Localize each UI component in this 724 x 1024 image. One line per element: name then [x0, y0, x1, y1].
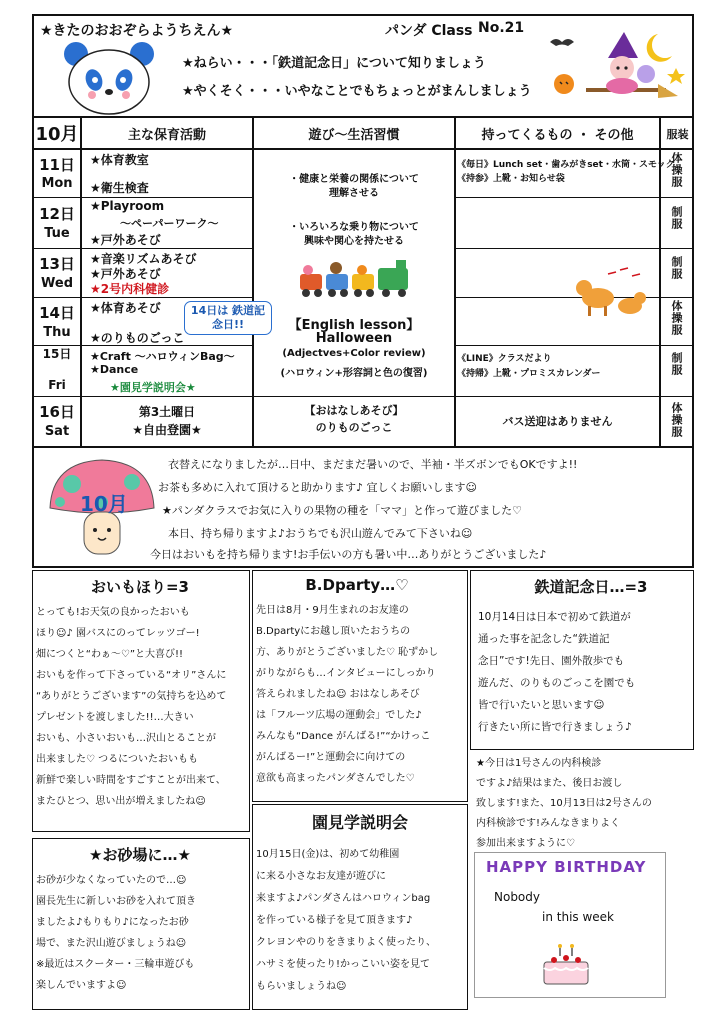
- text-line: おいも、小さいおいも…沢山とることが: [36, 733, 216, 744]
- english-lesson-title: 【English lesson】: [288, 318, 420, 333]
- activity-line: ★Playroom: [90, 199, 165, 213]
- sandbox-title: ★お砂場に…★: [89, 846, 191, 864]
- day-number: 12日: [39, 205, 75, 223]
- message-line: 衣替えになりましたが…日中、まだまだ暑いので、半袖・半ズボンでもOKですよ!!: [168, 458, 578, 471]
- table-divider: [252, 116, 254, 448]
- text-line: 念日”です!先日、園外散歩でも: [478, 655, 625, 667]
- table-divider: [454, 197, 694, 198]
- potato-body: [36, 602, 248, 812]
- text-line: 方、ありがとうございました♡ 恥ずかし: [256, 647, 439, 658]
- activity-line: ★体育あそび: [90, 301, 161, 315]
- activity-line: ★戸外あそび: [90, 267, 161, 281]
- text-line: ですよ♪結果はまた、後日お渡し: [476, 778, 623, 789]
- table-divider: [80, 116, 82, 448]
- text-line: クレヨンやのりをきまりよく使ったり、: [256, 937, 436, 948]
- activity-line: ★音楽リズムあそび: [90, 252, 197, 266]
- day-of-week: Wed: [41, 276, 73, 291]
- message-line: ★パンダクラスでお気に入りの果物の種を「ママ」と作って遊びました♡: [162, 504, 522, 517]
- text-line: 答えられましたね☺ おはなしあそび: [256, 689, 420, 700]
- activity-line: ★のりものごっこ: [90, 331, 185, 345]
- text-line: プレゼントを渡しました!!…大きい: [36, 712, 194, 723]
- day-of-week: Mon: [41, 176, 73, 191]
- activity-line: ★衛生検査: [90, 181, 149, 195]
- train-illustration: [296, 256, 418, 302]
- text-line: 行きたい所に皆で行きましょう♪: [478, 721, 632, 733]
- aim-text: ★ねらい・・・「鉄道記念日」について知りましょう: [182, 56, 486, 71]
- activity-line: ★Dance: [90, 363, 139, 376]
- day-of-week: Fri: [48, 378, 66, 392]
- text-line: 遊んだ、のりものごっこを園でも: [478, 677, 636, 689]
- text-line: ハサミを使ったり!かっこいい姿を見て: [256, 959, 431, 970]
- table-divider: [454, 248, 694, 249]
- text-line: は「フルーツ広場の運動会」でした♪: [256, 710, 422, 721]
- text-line: ましたよ♪もりもり♪になったお砂: [36, 917, 189, 928]
- text-line: 意欲も高まったパンダさんでした♡: [256, 773, 415, 784]
- day-number: 13日: [39, 255, 75, 273]
- col-header-play: 遊び～生活習慣: [308, 128, 400, 143]
- railway-body: [478, 606, 690, 738]
- panda-illustration: [62, 40, 158, 116]
- clothes-cell: 体操服: [670, 152, 683, 188]
- text-line: 参加出来ますように♡: [476, 838, 575, 849]
- play-goal-2: ・いろいろな乗り物について: [289, 222, 419, 233]
- col-header-bring: 持ってくるもの ・ その他: [481, 128, 634, 143]
- clothes-cell: 体操服: [670, 300, 683, 336]
- month-label: 10月: [35, 124, 79, 145]
- play-goal-1: ・健康と栄養の関係について: [289, 174, 419, 185]
- activity-line: ★戸外あそび: [90, 233, 161, 247]
- text-line: 園長先生に新しいお砂を入れて頂き: [36, 896, 196, 907]
- text-line: 致します!また、10月13日は2号さんの: [476, 798, 652, 809]
- text-line: 楽しんでいますよ☺: [36, 980, 127, 991]
- col-header-clothes: 服装: [666, 128, 689, 141]
- play-goal-1b: 理解させる: [329, 188, 379, 199]
- text-line: ほり☺♪ 園バスにのってレッツゴー!: [36, 628, 200, 639]
- activity-line: ～ペーパーワーク～: [120, 217, 219, 230]
- text-line: を作っている様子を見て頂きます♪: [256, 915, 413, 926]
- class-name: パンダ Class: [385, 23, 473, 39]
- birthday-party-body: [256, 600, 466, 789]
- text-line: 畑につくと“わぁ〜♡”と大喜び!!: [36, 649, 184, 660]
- birthday-line-1: Nobody: [494, 890, 540, 904]
- text-line: がりながらも…インタビューにしっかり: [256, 668, 436, 679]
- table-divider: [454, 396, 694, 397]
- text-line: に来る小さなお友達が遊びに: [256, 871, 386, 882]
- col-header-activity: 主な保育活動: [127, 128, 206, 143]
- text-line: 内科検診です!みんなきまりよく: [476, 818, 621, 829]
- message-line: 今日はおいもを持ち帰ります!お手伝いの方も暑い中…ありがとうございました♪: [150, 548, 547, 561]
- day-number: 16日: [39, 403, 75, 421]
- school-name: ★きたのおおぞらようちえん★: [40, 23, 234, 39]
- text-line: “ありがとうございます”の気持ちを込めて: [36, 691, 227, 702]
- message-line: お茶も多めに入れて頂けると助かります♪ 宜しくお願いします☺: [158, 481, 477, 494]
- text-line: 出来ました♡ つるについたおいもも: [36, 754, 198, 765]
- clothes-cell: 制服: [670, 206, 683, 230]
- activity-line: ★Craft ～ハロウィンBag～: [90, 350, 235, 363]
- birthday-line-2: in this week: [542, 910, 614, 924]
- text-line: ※最近はスクーター・三輪車遊びも: [36, 959, 195, 970]
- open-house-body: [256, 844, 466, 998]
- text-line: 10月14日は日本で初めて鉄道が: [478, 611, 631, 623]
- activity-line: ★体育教室: [90, 153, 149, 167]
- text-line: B.Dpartyにお越し頂いたおうちの: [256, 626, 411, 637]
- issue-number: No.21: [478, 20, 525, 36]
- table-divider: [454, 345, 694, 346]
- clothes-cell: 制服: [670, 352, 683, 376]
- english-lesson-sub: (Adjectves+Color review): [282, 348, 426, 359]
- no-bus-notice: バス送迎はありません: [502, 415, 613, 428]
- activity-line: ★園見学説明会★: [110, 381, 196, 394]
- day-of-week: Sat: [44, 424, 70, 439]
- sandbox-body: [36, 870, 248, 996]
- table-divider: [254, 396, 454, 397]
- text-line: おいもを作って下さっている“オリ”さんに: [36, 670, 227, 681]
- cake-illustration: [536, 940, 596, 990]
- railway-day-callout: 14日は 鉄道記念日!!: [184, 301, 272, 335]
- clothes-cell: 体操服: [670, 402, 683, 438]
- text-line: お砂が少なくなっていたので…☺: [36, 875, 187, 886]
- table-divider: [32, 197, 254, 198]
- activity-line: 第3土曜日: [138, 405, 196, 419]
- horse-illustration: [574, 262, 654, 322]
- story-play-title: 【おはなしあそび】: [304, 404, 404, 417]
- text-line: とっても!お天気の良かったおいも: [36, 607, 190, 618]
- story-play-topic: のりものごっこ: [315, 421, 393, 434]
- text-line: ★今日は1号さんの内科検診: [476, 758, 602, 769]
- table-divider: [32, 297, 254, 298]
- potato-title: おいもほり=3: [90, 578, 189, 596]
- play-goal-2b: 興味や関心を持たせる: [304, 236, 404, 247]
- text-line: 場で、また沢山遊びましょうね☺: [36, 938, 187, 949]
- english-lesson-jp: (ハロウィン+形容詞と色の復習): [280, 368, 428, 379]
- bring-return: 《持帰》上靴・プロミスカレンダー: [457, 369, 601, 379]
- activity-line: ★自由登園★: [132, 423, 202, 437]
- birthday-banner: HAPPY BIRTHDAY: [486, 858, 647, 876]
- table-divider: [32, 396, 254, 397]
- birthday-party-title: B.Dparty…♡: [305, 576, 409, 594]
- bring-carry: 《持参》上靴・お知らせ袋: [457, 174, 565, 184]
- english-lesson-topic: Halloween: [315, 331, 393, 346]
- text-line: 通った事を記念した“鉄道記: [478, 633, 610, 645]
- day-number: 15日: [42, 347, 72, 361]
- day-of-week: Tue: [44, 226, 70, 241]
- text-line: 皆で行いたいと思います☺: [478, 699, 605, 711]
- text-line: 先日は8月・9月生まれのお友達の: [256, 605, 409, 616]
- health-check-note: [476, 754, 692, 854]
- day-number: 11日: [39, 156, 75, 174]
- table-divider: [454, 116, 456, 448]
- day-of-week: Thu: [43, 325, 71, 340]
- text-line: がんばるー!”と運動会に向けての: [256, 752, 406, 763]
- table-divider: [32, 248, 254, 249]
- text-line: みんなも“Dance がんばる!”“かけっこ: [256, 731, 431, 742]
- open-house-title: 園見学説明会: [311, 813, 408, 832]
- text-line: 10月15日(金)は、初めて幼稚園: [256, 849, 400, 860]
- promise-text: ★やくそく・・・いやなことでもちょっとがまんしましょう: [182, 84, 532, 99]
- witch-illustration: [546, 28, 686, 108]
- table-divider: [32, 148, 694, 150]
- message-line: 本日、持ち帰りますよ♪おうちでも沢山遊んでみて下さいね☺: [168, 527, 473, 540]
- activity-line: ★2号内科健診: [90, 282, 170, 296]
- text-line: 新鮮で楽しい時間をすごすことが出来て、: [36, 775, 226, 786]
- text-line: 来ますよ♪パンダさんはハロウィンbag: [256, 893, 431, 904]
- railway-title: 鉄道記念日…=3: [534, 578, 648, 596]
- bring-daily: 《毎日》Lunch set・歯みがきset・水筒・スモック: [457, 160, 675, 170]
- mushroom-month-label: 10月: [80, 492, 128, 516]
- text-line: もらいましょうね☺: [256, 981, 347, 992]
- text-line: またひとつ、思い出が増えましたね☺: [36, 796, 206, 807]
- clothes-cell: 制服: [670, 256, 683, 280]
- bring-line: 《LINE》クラスだより: [457, 354, 552, 364]
- day-number: 14日: [39, 304, 75, 322]
